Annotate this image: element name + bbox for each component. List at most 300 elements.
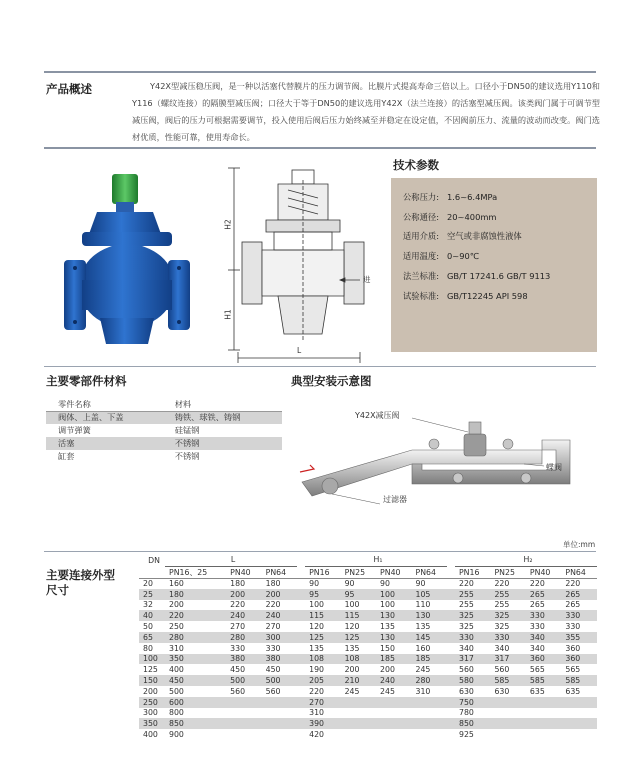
gap [297,566,305,578]
part-name: 调节弹簧 [58,425,91,435]
sub-header: PN16、25 [165,566,226,578]
sub-header: PN16 [305,566,340,578]
gap [297,675,305,686]
group-header-h2: H₂ [455,554,597,566]
overview-text: Y42X型减压稳压阀，是一种以活塞代替膜片的压力调节阀。比膜片式提高寿命三倍以上。口径小于DN50的建议选用Y110和Y116（螺纹连接）的隔膜型减压阀；口径大于等于DN50的建议选用Y42X（法兰连接）的活塞型减压阀。该类阀门属于可调节型减压阀，阀后的压力可根据需要调节，投入使用后阀后压力始终减至并稳定在设定值，不因阀前压力、流量的波动而改变。阀门选材优质，性能可靠，使用寿命长。 [132,81,600,142]
dim-cell: 220 [458,579,474,589]
dim-cell: 265 [529,600,545,610]
dim-cell [561,729,597,740]
dim-cell: 200 [169,600,184,610]
dim-cell: 360 [565,643,581,653]
dim-cell: 90 [344,579,355,589]
dim-cell: 205 [305,675,340,686]
sub-header: PN16 [455,566,490,578]
dim-cell [376,718,411,729]
dim-cell: 380 [226,654,261,665]
dim-cell: 115 [341,610,376,621]
dn-cell: 65 [139,632,165,643]
dims-subheader-row [139,566,597,578]
dims-group-row [139,554,597,566]
dim-cell [561,718,597,729]
dim-cell: 130 [376,610,411,621]
dim-cell: 310 [415,686,431,696]
dim-cell: 220 [309,686,324,696]
dim-cell: 300 [262,632,297,643]
dim-cell [412,708,447,719]
parts-title: 主要零部件材料 [46,374,127,388]
tech-value: 空气或非腐蚀性液体 [447,231,522,242]
gap [297,610,305,621]
dim-cell: 100 [344,600,360,610]
dim-cell [262,718,297,729]
gap [297,686,305,697]
table-row [139,578,597,589]
dim-cell: 245 [380,686,395,696]
dn-cell: 25 [139,589,165,600]
dim-cell: 310 [169,643,184,653]
dim-cell: 240 [226,610,261,621]
dn-cell: 32 [143,600,153,610]
dim-cell: 135 [380,622,395,632]
dim-cell: 180 [230,579,246,589]
dim-cell: 330 [526,610,561,621]
dim-cell: 270 [305,697,340,708]
dim-cell [412,718,447,729]
gap [447,729,455,740]
sub-header: PN64 [262,566,297,578]
tech-row [403,286,597,306]
tech-params-box [391,178,597,352]
dim-cell: 95 [305,589,340,600]
dim-cell [226,729,261,740]
dim-cell: 355 [561,632,597,643]
dim-cell: 450 [265,665,281,675]
drawing-label-h2: H2 [223,219,233,230]
part-material: 硅锰钢 [174,425,200,435]
tech-value: 0~90℃ [447,251,480,262]
install-label-valve: Y42X减压阀 [355,411,400,420]
dim-cell: 340 [526,632,561,643]
dim-cell: 130 [412,610,447,621]
dim-cell: 390 [305,718,340,729]
dim-cell: 565 [565,665,581,675]
dim-cell: 265 [526,589,561,600]
gap [297,643,305,654]
dim-cell: 180 [265,579,281,589]
dim-cell: 565 [529,665,545,675]
dim-cell: 245 [415,665,431,675]
dim-cell: 630 [458,686,474,696]
dn-cell: 100 [139,654,165,665]
table-row [139,589,597,600]
drawing-label-l: L [297,346,302,355]
dim-cell [526,729,561,740]
dim-cell: 220 [265,600,281,610]
dim-cell: 750 [455,697,490,708]
dim-cell [561,708,597,719]
dims-table [139,554,597,740]
gap [447,554,455,566]
gap [297,578,305,589]
gap [297,632,305,643]
dims-title: 主要连接外型尺寸 [46,568,115,597]
table-row [139,697,597,708]
dim-cell: 125 [305,632,340,643]
table-row [139,718,597,729]
dim-cell [341,729,376,740]
dim-cell: 135 [415,622,431,632]
dim-cell: 500 [169,686,184,696]
dim-cell: 280 [165,632,226,643]
tech-value: GB/T12245 API 598 [447,290,528,301]
dim-cell [490,708,525,719]
gap [297,600,305,611]
gap [297,708,305,719]
overview-rule [44,147,596,149]
dim-cell [490,697,525,708]
gap [447,718,455,729]
gap [297,589,305,600]
sub-header: PN64 [561,566,597,578]
dim-cell: 250 [169,622,184,632]
dn-cell: 40 [139,610,165,621]
dim-cell: 317 [490,654,525,665]
dim-cell: 240 [376,675,411,686]
gap [447,621,455,632]
dim-cell: 310 [309,708,324,718]
gap [447,632,455,643]
dim-cell: 220 [230,600,246,610]
parts-header-row [46,398,282,411]
dim-cell: 850 [455,718,490,729]
dim-cell: 280 [412,675,447,686]
dim-cell: 585 [561,675,597,686]
tech-value: 1.6~6.4MPa [447,191,498,202]
dim-cell: 220 [529,579,545,589]
dim-cell: 630 [494,686,510,696]
dim-cell: 635 [565,686,581,696]
dim-cell: 265 [565,600,581,610]
dim-cell: 185 [376,654,411,665]
dim-cell: 115 [305,610,340,621]
dim-cell: 420 [309,730,324,740]
dim-cell: 330 [265,643,281,653]
dim-cell: 560 [458,665,474,675]
dim-cell: 255 [455,589,490,600]
tech-row [403,246,597,266]
tech-key: 试验标准: [403,290,439,301]
tech-value: 20~400mm [447,211,497,222]
gap [297,654,305,665]
dim-cell: 255 [458,600,474,610]
table-row [139,600,597,611]
dim-cell: 585 [526,675,561,686]
dim-cell: 245 [344,686,360,696]
table-row [46,437,282,450]
part-material: 铸铁、球铁、铸钢 [169,411,282,424]
dn-sub [139,566,165,578]
dim-cell: 317 [455,654,490,665]
valve-drawing [212,160,380,365]
sub-header: PN25 [341,566,376,578]
gap [447,610,455,621]
table-row [139,729,597,740]
parts-header-material: 材料 [169,398,282,411]
dim-cell [376,697,411,708]
dim-cell: 265 [561,589,597,600]
table-row [46,450,282,463]
drawing-label-inlet: 进 [363,275,371,284]
dim-cell: 330 [490,632,525,643]
gap [447,600,455,611]
dn-cell: 200 [143,686,158,696]
dims-rule [44,551,596,552]
dim-cell: 340 [458,643,474,653]
gap [447,589,455,600]
table-row [139,664,597,675]
tech-key: 公称通径: [403,211,439,222]
dim-cell: 200 [262,589,297,600]
table-row [46,411,282,424]
group-header-h1: H₁ [305,554,447,566]
dim-cell: 100 [309,600,324,610]
dim-cell: 270 [265,622,281,632]
dim-cell: 180 [165,589,226,600]
dim-cell: 360 [526,654,561,665]
dim-cell: 580 [455,675,490,686]
gap [297,664,305,675]
dim-cell: 850 [165,718,226,729]
dim-cell: 560 [265,686,281,696]
gap [297,621,305,632]
gap [447,664,455,675]
dim-cell: 500 [262,675,297,686]
install-diagram [292,400,604,512]
dn-cell: 250 [139,697,165,708]
dim-cell: 110 [415,600,431,610]
dim-cell [226,697,261,708]
install-title: 典型安装示意图 [291,374,372,388]
dn-cell: 150 [139,675,165,686]
dim-cell: 108 [341,654,376,665]
table-row [139,610,597,621]
dim-cell: 108 [305,654,340,665]
dim-cell: 150 [380,643,395,653]
dn-cell: 300 [143,708,158,718]
dim-cell [262,729,297,740]
dim-cell: 255 [494,600,510,610]
dim-cell: 160 [169,579,184,589]
dim-cell: 130 [376,632,411,643]
dn-header: DN [148,555,160,565]
tech-value: GB/T 17241.6 GB/T 9113 [447,271,551,282]
gap [297,718,305,729]
dim-cell [341,718,376,729]
gap [447,708,455,719]
dim-cell: 220 [565,579,581,589]
dim-cell: 210 [341,675,376,686]
dim-cell: 350 [165,654,226,665]
gap [297,729,305,740]
dim-cell: 270 [230,622,246,632]
dim-cell: 220 [494,579,510,589]
dim-cell: 450 [230,665,246,675]
tech-key: 公称压力: [403,191,439,202]
tech-row [403,187,597,207]
dim-cell: 325 [455,610,490,621]
dim-cell: 340 [494,643,510,653]
dim-cell: 560 [230,686,246,696]
dim-cell [262,697,297,708]
dn-cell: 50 [143,622,153,632]
dim-cell: 90 [309,579,320,589]
dim-cell: 500 [226,675,261,686]
dim-cell: 145 [412,632,447,643]
dim-cell [490,729,525,740]
parts-table [46,398,282,463]
tech-key: 适用介质: [403,231,439,242]
dim-cell: 330 [565,622,581,632]
group-header-l: L [165,554,297,566]
sub-header: PN40 [226,566,261,578]
part-name: 缸套 [58,451,75,461]
install-label-butterfly: 蝶阀 [546,463,562,472]
dim-cell [226,708,261,719]
dn-cell: 125 [143,665,158,675]
dim-cell: 90 [380,579,390,589]
table-row [46,424,282,437]
dim-cell [376,708,411,719]
gap [447,686,455,697]
dim-cell: 160 [415,643,431,653]
sub-header: PN40 [376,566,411,578]
dim-cell: 100 [380,600,395,610]
tech-row [403,227,597,247]
sub-header: PN40 [526,566,561,578]
dim-cell [226,718,261,729]
dim-cell: 120 [344,622,360,632]
dim-cell: 780 [458,708,474,718]
gap [297,554,305,566]
dim-cell: 325 [458,622,474,632]
dim-cell: 200 [380,665,395,675]
gap [447,675,455,686]
dim-cell: 400 [169,665,184,675]
gap [297,697,305,708]
install-label-filter: 过滤器 [383,495,407,504]
dim-cell: 635 [529,686,545,696]
dim-cell: 330 [230,643,246,653]
dn-cell: 20 [143,579,153,589]
dim-cell: 360 [561,654,597,665]
tech-key: 适用温度: [403,251,439,262]
tech-row [403,207,597,227]
drawing-label-h1: H1 [223,309,233,320]
dim-cell [526,708,561,719]
table-row [139,686,597,697]
dim-cell: 120 [309,622,324,632]
table-row [139,621,597,632]
unit-label: 单位:mm [563,540,596,549]
gap [447,643,455,654]
dim-cell [526,697,561,708]
dn-cell: 80 [143,643,153,653]
sub-header: PN64 [412,566,447,578]
dim-cell: 330 [561,610,597,621]
dim-cell: 560 [494,665,510,675]
parts-rule [44,366,596,367]
valve-photo [52,168,202,358]
dim-cell: 340 [529,643,545,653]
dim-cell: 600 [165,697,226,708]
part-material: 不锈钢 [174,451,200,461]
part-name: 阀体、上盖、下盖 [46,411,169,424]
dim-cell: 125 [341,632,376,643]
dim-cell [490,718,525,729]
gap [447,578,455,589]
dn-cell: 350 [139,718,165,729]
dim-cell: 925 [458,730,474,740]
table-row [139,632,597,643]
dim-cell: 185 [412,654,447,665]
tech-row [403,266,597,286]
dim-cell: 100 [376,589,411,600]
dim-cell [341,697,376,708]
tech-key: 法兰标准: [403,271,439,282]
dim-cell: 585 [490,675,525,686]
dim-cell: 450 [165,675,226,686]
dim-cell: 190 [309,665,324,675]
gap [447,566,455,578]
dim-cell [341,708,376,719]
dim-cell: 380 [262,654,297,665]
dim-cell [526,718,561,729]
part-name: 活塞 [46,437,169,450]
overview-title: 产品概述 [46,82,92,96]
dim-cell: 255 [490,589,525,600]
dim-cell [412,697,447,708]
dim-cell: 220 [165,610,226,621]
dn-cell: 400 [143,730,158,740]
dim-cell: 280 [226,632,261,643]
dims-body [139,578,597,740]
tech-params-title: 技术参数 [393,158,439,172]
dim-cell: 900 [169,730,184,740]
dim-cell [561,697,597,708]
dim-cell: 95 [341,589,376,600]
dim-cell: 325 [490,610,525,621]
dim-cell: 135 [344,643,360,653]
dim-cell: 105 [412,589,447,600]
dim-cell: 90 [415,579,426,589]
dim-cell: 325 [494,622,510,632]
parts-header-name: 零件名称 [46,398,169,411]
table-row [139,675,597,686]
table-row [139,654,597,665]
sub-header: PN25 [490,566,525,578]
table-row [139,643,597,654]
dim-cell: 240 [262,610,297,621]
part-material: 不锈钢 [169,437,282,450]
dim-cell: 330 [529,622,545,632]
dim-cell [376,729,411,740]
table-row [139,708,597,719]
top-rule [44,71,596,73]
dim-cell: 800 [169,708,184,718]
gap [447,654,455,665]
gap [447,697,455,708]
dim-cell: 135 [309,643,324,653]
